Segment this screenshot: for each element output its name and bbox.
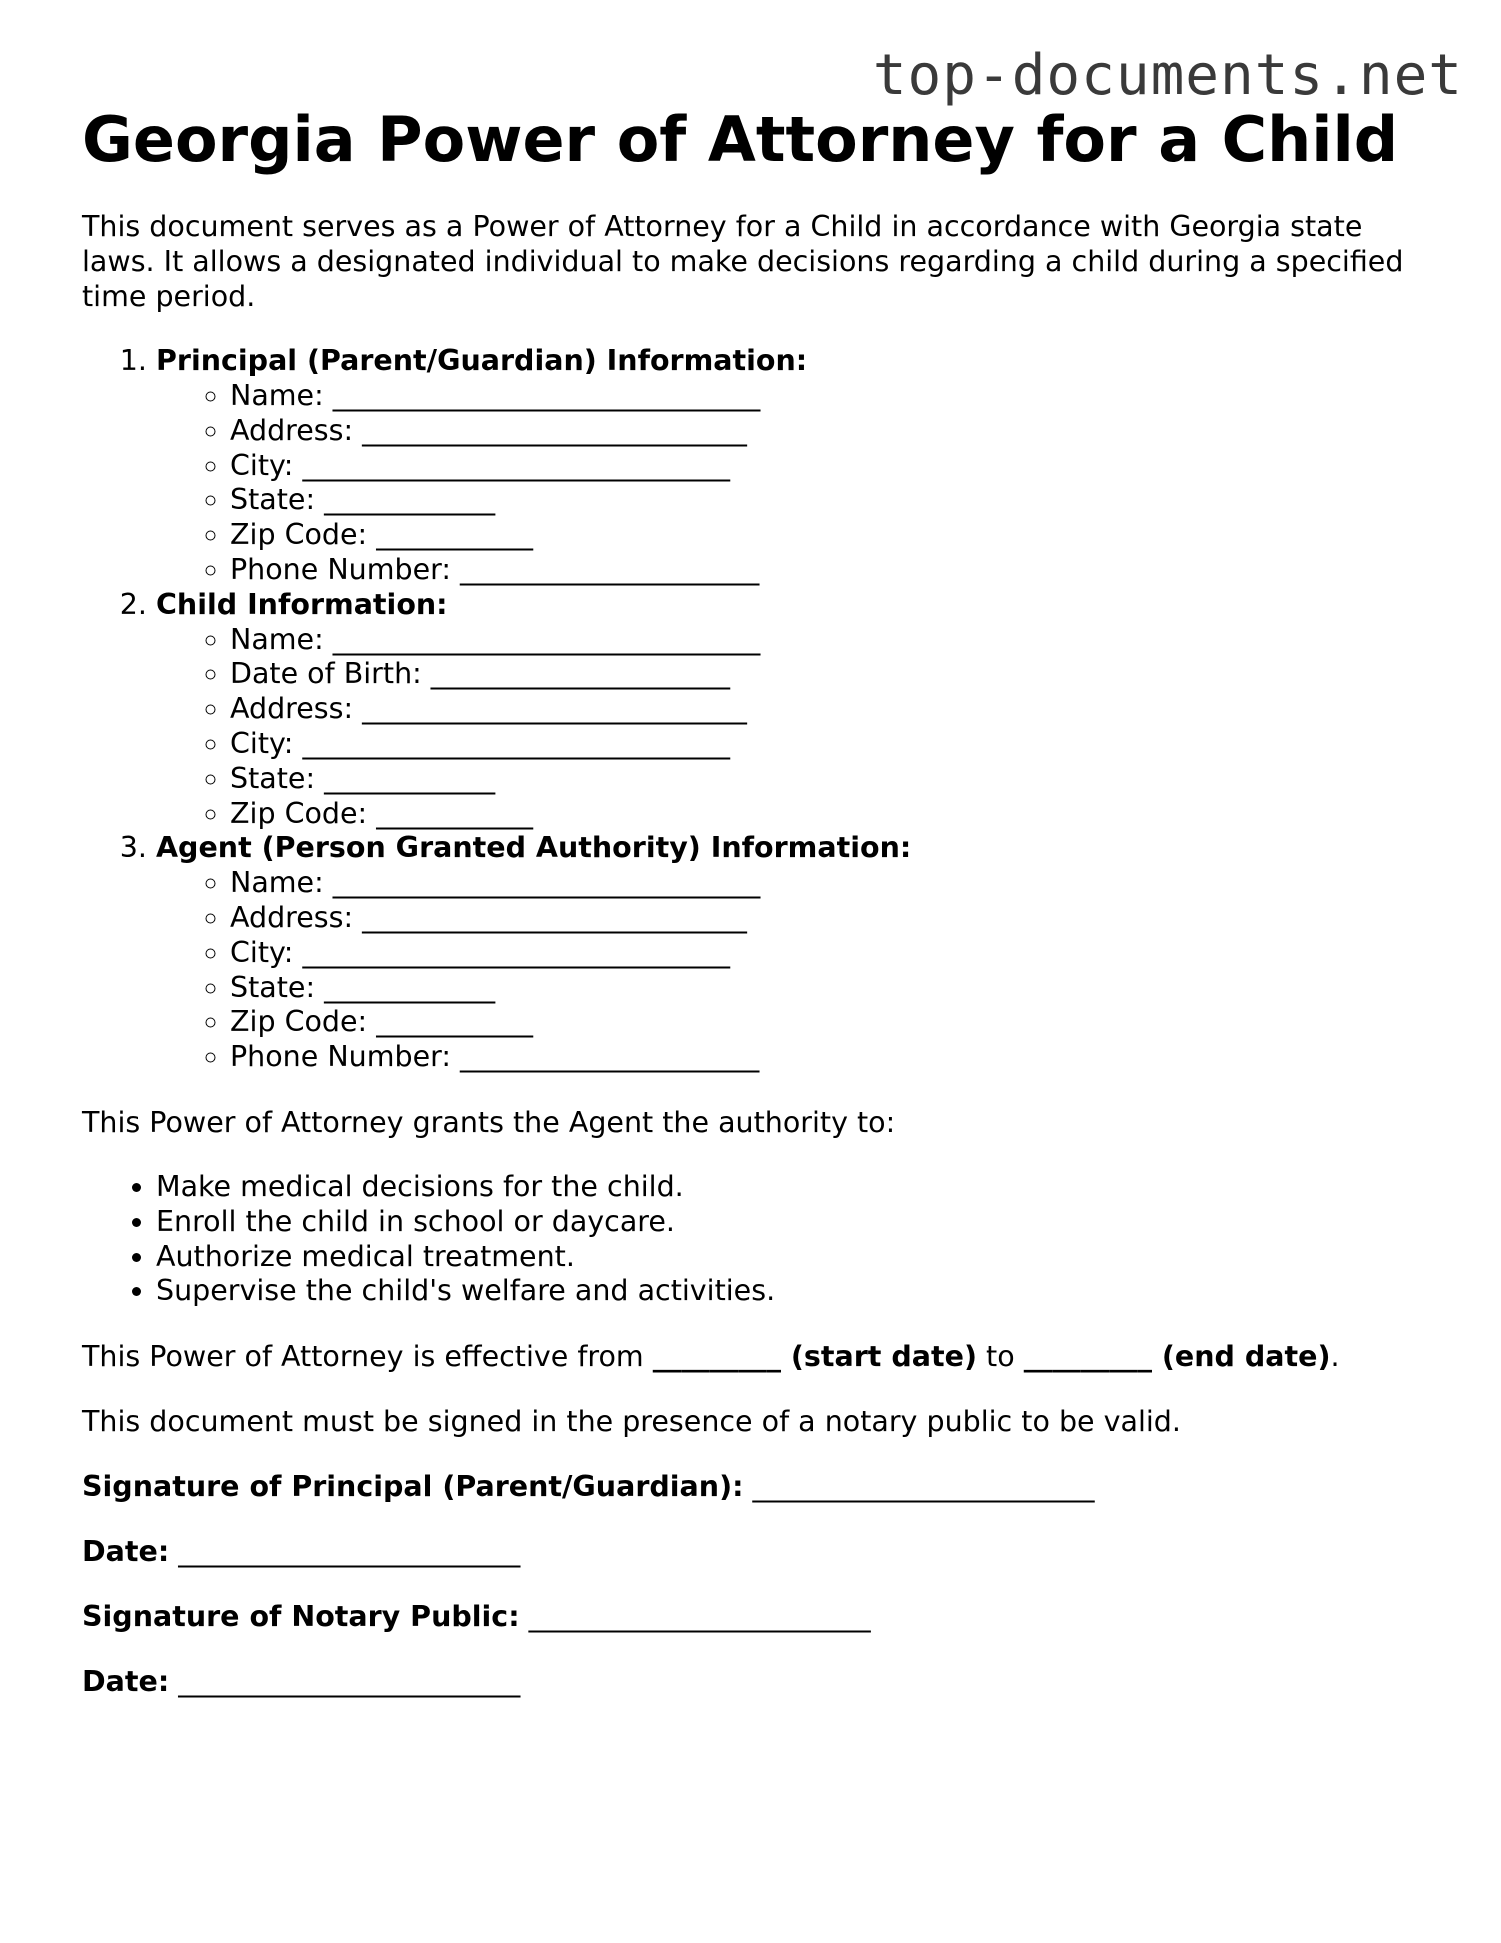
field-list bbox=[156, 866, 1462, 1075]
section-principal bbox=[156, 344, 1462, 588]
date-label: Date: bbox=[82, 1535, 170, 1569]
signature-blank: ________________________ bbox=[519, 1600, 871, 1634]
field-name: ◦ Name: ______________________________ bbox=[230, 866, 1462, 901]
section-title: Agent (Person Granted Authority) Information: bbox=[156, 831, 912, 865]
field-city: ◦ City: ______________________________ bbox=[230, 727, 1462, 762]
field-state: ◦ State: ____________ bbox=[230, 762, 1462, 797]
field-phone-number: ◦ Phone Number: _____________________ bbox=[230, 553, 1462, 588]
field-list bbox=[156, 379, 1462, 588]
power-item: • Authorize medical treatment. bbox=[156, 1240, 1462, 1275]
effective-prefix: This Power of Attorney is effective from bbox=[82, 1340, 653, 1374]
field-name: ◦ Name: ______________________________ bbox=[230, 379, 1462, 414]
field-city: ◦ City: ______________________________ bbox=[230, 449, 1462, 484]
field-state: ◦ State: ____________ bbox=[230, 483, 1462, 518]
end-date-blank: _________ bbox=[1023, 1340, 1162, 1374]
section-agent bbox=[156, 831, 1462, 1075]
section-title: Child Information: bbox=[156, 587, 448, 621]
field-phone-number: ◦ Phone Number: _____________________ bbox=[230, 1040, 1462, 1075]
field-zip-code: ◦ Zip Code: ___________ bbox=[230, 518, 1462, 553]
notary-date-line bbox=[82, 1664, 1462, 1699]
field-date-of-birth: ◦ Date of Birth: _____________________ bbox=[230, 657, 1462, 692]
grants-intro: This Power of Attorney grants the Agent the authority to: bbox=[82, 1106, 896, 1140]
document-page bbox=[82, 104, 1462, 1699]
field-list bbox=[156, 623, 1462, 832]
field-city: ◦ City: ______________________________ bbox=[230, 936, 1462, 971]
power-item: • Supervise the child's welfare and activities. bbox=[156, 1274, 1462, 1309]
field-zip-code: ◦ Zip Code: ___________ bbox=[230, 797, 1462, 832]
section-child bbox=[156, 588, 1462, 832]
field-address: ◦ Address: ___________________________ bbox=[230, 692, 1462, 727]
notary-note: This document must be signed in the presence of a notary public to be valid. bbox=[82, 1405, 1181, 1439]
effective-period bbox=[82, 1339, 1462, 1374]
section-title: Principal (Parent/Guardian) Information: bbox=[156, 344, 808, 378]
end-date-label: (end date) bbox=[1161, 1340, 1331, 1374]
field-name: ◦ Name: ______________________________ bbox=[230, 623, 1462, 658]
power-item: • Make medical decisions for the child. bbox=[156, 1170, 1462, 1205]
signature-label: Signature of Notary Public: bbox=[82, 1600, 520, 1634]
date-blank: ________________________ bbox=[169, 1535, 521, 1569]
information-sections bbox=[82, 344, 1462, 1075]
field-address: ◦ Address: ___________________________ bbox=[230, 901, 1462, 936]
watermark: top-documents.net bbox=[872, 43, 1463, 108]
start-date-blank: _________ bbox=[652, 1340, 791, 1374]
start-date-label: (start date) bbox=[790, 1340, 977, 1374]
field-address: ◦ Address: ___________________________ bbox=[230, 414, 1462, 449]
field-zip-code: ◦ Zip Code: ___________ bbox=[230, 1005, 1462, 1040]
document-title: Georgia Power of Attorney for a Child bbox=[82, 103, 1399, 176]
field-state: ◦ State: ____________ bbox=[230, 971, 1462, 1006]
intro-paragraph: This document serves as a Power of Attorney for a Child in accordance with Georgia state laws. It allows a designated individual to make decisions regarding a child during a specified time period. bbox=[82, 210, 1404, 314]
signature-label: Signature of Principal (Parent/Guardian): bbox=[82, 1470, 744, 1504]
effective-middle: to bbox=[976, 1340, 1024, 1374]
power-item: • Enroll the child in school or daycare. bbox=[156, 1205, 1462, 1240]
notary-signature-line bbox=[82, 1599, 1462, 1634]
principal-signature-line bbox=[82, 1469, 1462, 1504]
principal-date-line bbox=[82, 1534, 1462, 1569]
date-label: Date: bbox=[82, 1665, 170, 1699]
powers-list bbox=[82, 1170, 1462, 1309]
date-blank: ________________________ bbox=[169, 1665, 521, 1699]
signature-blank: ________________________ bbox=[743, 1470, 1095, 1504]
effective-suffix: . bbox=[1330, 1340, 1340, 1374]
